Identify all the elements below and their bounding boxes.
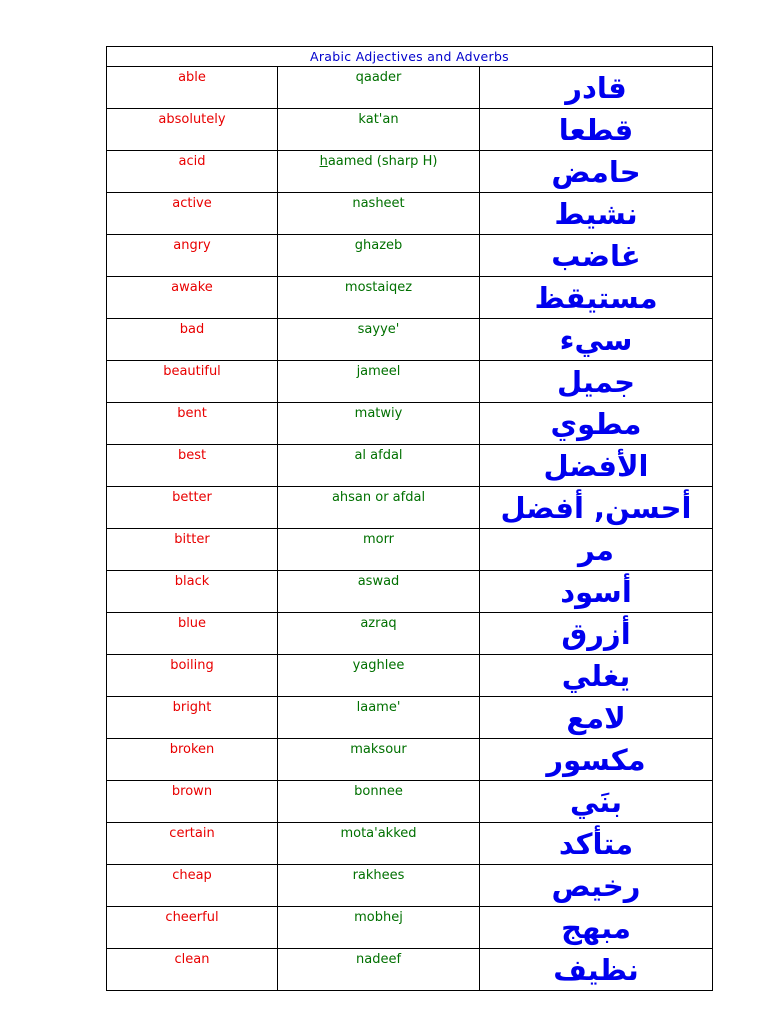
arabic-word: نظيف [553,952,639,987]
arabic-cell [480,151,713,193]
table-row [107,445,713,487]
transliteration: nasheet [278,193,480,235]
transliteration: yaghlee [278,655,480,697]
arabic-word: أزرق [561,616,631,651]
vocabulary-table [106,46,713,991]
table-row [107,865,713,907]
transliteration: mobhej [278,907,480,949]
arabic-cell [480,823,713,865]
transliteration: matwiy [278,403,480,445]
arabic-cell [480,403,713,445]
arabic-word: حامض [551,154,641,189]
english-word: awake [107,277,278,319]
transliteration [278,151,480,193]
table-row [107,907,713,949]
table-row [107,613,713,655]
transliteration: al afdal [278,445,480,487]
table-row [107,529,713,571]
table-row [107,487,713,529]
table-row [107,235,713,277]
transliteration: mota'akked [278,823,480,865]
transliteration: ghazeb [278,235,480,277]
transliteration: mostaiqez [278,277,480,319]
table-row [107,781,713,823]
arabic-word: غاضب [551,238,641,273]
arabic-cell [480,655,713,697]
table-row [107,655,713,697]
transliteration: kat'an [278,109,480,151]
english-word: black [107,571,278,613]
transliteration: morr [278,529,480,571]
english-word: bent [107,403,278,445]
arabic-cell [480,361,713,403]
english-word: absolutely [107,109,278,151]
table-row [107,739,713,781]
arabic-cell [480,319,713,361]
transliteration: azraq [278,613,480,655]
arabic-word: رخيص [551,868,641,903]
arabic-word: مطوي [550,406,642,441]
arabic-word: أسود [560,574,632,609]
table-row [107,67,713,109]
english-word: boiling [107,655,278,697]
arabic-word: لامع [566,700,626,735]
arabic-word: الأفضل [543,448,649,483]
arabic-word: مبهج [561,910,631,945]
english-word: brown [107,781,278,823]
arabic-cell [480,571,713,613]
english-word: bitter [107,529,278,571]
transliteration-text: aamed (sharp H) [327,154,438,169]
table-row [107,949,713,991]
transliteration: jameel [278,361,480,403]
english-word: cheap [107,865,278,907]
english-word: angry [107,235,278,277]
english-word: best [107,445,278,487]
arabic-cell [480,865,713,907]
arabic-word: جميل [556,364,636,399]
transliteration-underlined-letter: h [319,154,328,169]
transliteration: rakhees [278,865,480,907]
arabic-word: مر [578,532,614,567]
arabic-cell [480,529,713,571]
english-word: better [107,487,278,529]
table-title: Arabic Adjectives and Adverbs [107,47,713,67]
arabic-cell [480,277,713,319]
transliteration: aswad [278,571,480,613]
arabic-word: بنَي [569,784,623,819]
arabic-word: قطعا [558,112,634,147]
transliteration: ahsan or afdal [278,487,480,529]
arabic-word: سيء [559,322,633,357]
arabic-cell [480,739,713,781]
table-row [107,403,713,445]
english-word: blue [107,613,278,655]
english-word: beautiful [107,361,278,403]
english-word: acid [107,151,278,193]
english-word: clean [107,949,278,991]
arabic-word: مكسور [546,742,646,777]
table-row [107,319,713,361]
table-row [107,277,713,319]
arabic-cell [480,445,713,487]
english-word: active [107,193,278,235]
table-row [107,571,713,613]
arabic-cell [480,781,713,823]
arabic-word: مستيقظ [534,280,658,315]
arabic-cell [480,487,713,529]
transliteration: sayye' [278,319,480,361]
english-word: able [107,67,278,109]
english-word: bright [107,697,278,739]
arabic-cell [480,949,713,991]
table-row [107,193,713,235]
transliteration: laame' [278,697,480,739]
arabic-word: متأكد [558,826,634,861]
arabic-cell [480,67,713,109]
arabic-cell [480,193,713,235]
arabic-cell [480,613,713,655]
english-word: certain [107,823,278,865]
arabic-word: أحسن, أفضل [500,490,692,525]
title-row [107,47,713,67]
english-word: broken [107,739,278,781]
table-row [107,109,713,151]
arabic-word: قادر [565,70,627,105]
english-word: cheerful [107,907,278,949]
transliteration: nadeef [278,949,480,991]
table-row [107,823,713,865]
transliteration: maksour [278,739,480,781]
table-row [107,361,713,403]
arabic-cell [480,697,713,739]
english-word: bad [107,319,278,361]
transliteration: bonnee [278,781,480,823]
transliteration: qaader [278,67,480,109]
arabic-word: يغلي [561,658,631,693]
arabic-cell [480,907,713,949]
table-row [107,151,713,193]
table-row [107,697,713,739]
arabic-cell [480,109,713,151]
arabic-word: نشيط [554,196,638,231]
arabic-cell [480,235,713,277]
